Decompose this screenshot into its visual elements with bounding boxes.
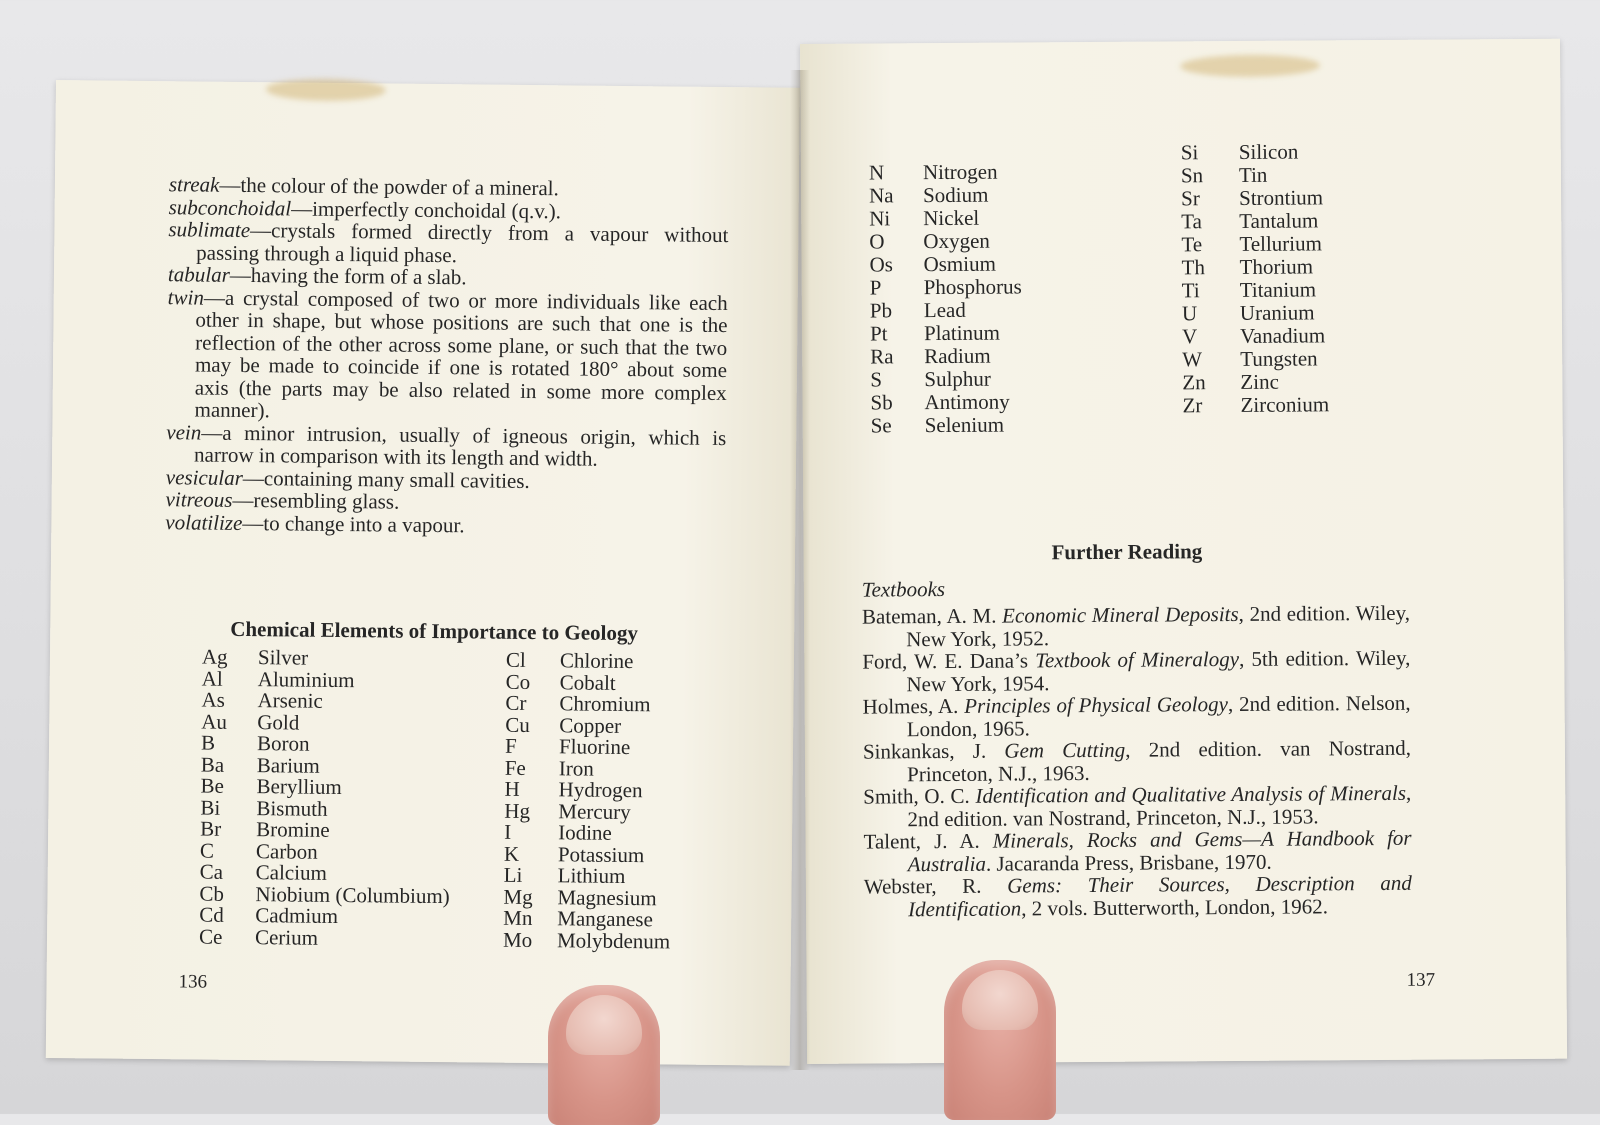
element-symbol: Sn [1180, 163, 1204, 188]
element-name: Aluminium [257, 666, 355, 692]
element-symbol: Os [869, 252, 893, 277]
element-symbol: Co [505, 669, 531, 694]
element-row [1181, 163, 1328, 187]
element-name: Chlorine [559, 648, 634, 674]
element-symbol: Br [200, 816, 222, 841]
element-symbol: Cu [505, 712, 530, 737]
glossary-term: sublimate [168, 217, 251, 243]
element-row [1181, 209, 1328, 233]
element-symbol: Ti [1181, 278, 1200, 303]
element-symbol: H [504, 776, 520, 801]
element-row [1182, 278, 1329, 302]
element-row [1181, 140, 1328, 164]
reference-title: Gem Cutting [1004, 737, 1126, 763]
element-symbol: Ni [869, 206, 891, 231]
element-name: Radium [924, 343, 991, 369]
reference-entry [863, 827, 1411, 876]
element-row [503, 929, 670, 952]
element-symbol: O [869, 229, 885, 254]
reference-title: Gems: Their Sources, Description and Identification [907, 870, 1412, 921]
reference-title: Textbook of Mineralogy [1035, 646, 1240, 673]
element-symbol: S [870, 367, 883, 392]
glossary-entry [166, 421, 726, 472]
element-symbol: U [1181, 301, 1198, 326]
element-symbol: Au [201, 709, 228, 734]
element-symbol: Ag [201, 644, 228, 669]
thumbnail-nail [566, 995, 642, 1055]
reference-text: Smith, O. C. [863, 783, 976, 809]
glossary-term: vein [166, 419, 202, 445]
element-name: Potassium [557, 841, 645, 867]
elements-column-4 [1181, 140, 1330, 417]
element-symbol: Sr [1181, 186, 1200, 211]
element-row [1181, 255, 1328, 279]
element-row [201, 711, 451, 735]
element-name: Selenium [924, 412, 1005, 438]
glossary-term: twin [167, 284, 205, 310]
reference-title: Economic Mineral Deposits [1002, 601, 1239, 628]
element-name: Boron [256, 731, 310, 756]
element-name: Antimony [924, 389, 1010, 415]
element-symbol: B [200, 730, 216, 755]
element-name: Barium [256, 752, 320, 778]
element-row [202, 668, 452, 692]
element-symbol: Ca [199, 859, 224, 884]
element-symbol: N [868, 160, 885, 185]
element-symbol: Mo [502, 927, 533, 952]
page-number-left: 136 [178, 971, 208, 993]
element-name: Cobalt [559, 669, 616, 695]
element-symbol: Pt [869, 321, 888, 346]
element-symbol: Mn [503, 905, 533, 931]
reference-text: , 5th edition. Wiley, New York, 1954. [906, 645, 1411, 696]
reference-title: Minerals, Rocks and Gems—A Handbook for Australia [907, 825, 1412, 876]
element-name: Iron [558, 755, 594, 781]
book-gutter [790, 70, 810, 1070]
reference-text: Ford, W. E. Dana’s [862, 648, 1036, 674]
reference-title: Identification and Qualitative Analysis of Minerals [975, 780, 1407, 808]
element-symbol: Cd [199, 902, 224, 927]
glossary-entry [168, 218, 728, 269]
left-page [46, 80, 800, 1066]
right-thumb [944, 960, 1056, 1120]
element-row [1182, 393, 1329, 417]
element-name: Nitrogen [922, 159, 998, 185]
element-name: Gold [257, 709, 300, 735]
element-row [504, 733, 672, 760]
element-name: Magnesium [557, 884, 657, 910]
element-symbol: I [504, 819, 512, 844]
element-symbol: K [503, 841, 520, 866]
element-symbol: Ce [198, 924, 223, 949]
element-row [1181, 186, 1328, 210]
element-name: Sulphur [924, 366, 991, 392]
element-row [505, 690, 672, 717]
element-row [200, 730, 451, 757]
element-symbol: Zr [1182, 393, 1203, 418]
glossary-definition: —resembling glass. [232, 487, 400, 514]
element-row [870, 275, 1022, 299]
element-name: Tantalum [1239, 208, 1319, 233]
element-row [199, 926, 449, 950]
element-symbol: V [1181, 324, 1198, 349]
element-name: Nickel [923, 205, 980, 231]
textbooks-label: Textbooks [861, 577, 946, 602]
reference-text: , 2nd edition. van Nostrand, Princeton, N.J., 1963. [907, 735, 1412, 786]
element-symbol: P [869, 275, 882, 300]
element-symbol: Al [201, 666, 223, 691]
element-name: Titanium [1239, 277, 1317, 302]
element-name: Hydrogen [558, 777, 643, 803]
element-name: Sodium [922, 182, 989, 208]
element-name: Chromium [559, 691, 651, 717]
glossary-definition: —crystals formed directly from a vapour without passing through a liquid phase. [196, 218, 729, 267]
element-name: Bromine [256, 817, 330, 842]
element-name: Carbon [255, 838, 318, 864]
element-symbol: Th [1181, 255, 1205, 280]
reference-text: Sinkankas, J. [862, 738, 1005, 764]
elements-title: Chemical Elements of Importance to Geology [230, 616, 639, 646]
element-name: Molybdenum [556, 927, 671, 953]
reference-entry [863, 692, 1411, 741]
reference-text: . Jacaranda Press, Brisbane, 1970. [985, 849, 1272, 876]
element-row [870, 390, 1022, 414]
element-row [869, 206, 1021, 230]
element-symbol: Ra [870, 344, 894, 369]
element-row [870, 298, 1022, 322]
element-symbol: Ta [1181, 209, 1203, 234]
element-name: Mercury [558, 798, 631, 824]
element-symbol: Na [868, 183, 894, 208]
element-symbol: Pb [869, 298, 893, 323]
element-row [871, 413, 1023, 437]
glossary-entry [165, 511, 725, 539]
element-name: Arsenic [257, 688, 323, 713]
element-row [869, 183, 1021, 207]
glossary-term: volatilize [165, 509, 243, 535]
thumbnail-nail [962, 970, 1038, 1030]
element-name: Uranium [1239, 300, 1315, 325]
element-row [200, 816, 450, 843]
reference-text: Webster, R. [863, 873, 1008, 899]
element-name: Niobium (Columbium) [255, 881, 450, 908]
element-row [1182, 324, 1329, 348]
glossary-term: vesicular [165, 464, 243, 490]
element-symbol: Zn [1182, 370, 1206, 395]
right-page [800, 39, 1567, 1064]
element-row [1182, 370, 1329, 394]
element-row [870, 367, 1022, 391]
element-symbol: C [199, 838, 215, 863]
element-symbol: Si [1180, 140, 1199, 165]
element-row [869, 160, 1021, 184]
element-symbol: As [201, 687, 225, 712]
reference-text: , 2nd edition. Nelson, London, 1965. [906, 690, 1411, 741]
glossary-entry [166, 286, 727, 427]
paper-stain [266, 78, 386, 101]
glossary-definition: —a crystal composed of two or more individuals like each other in shape, but whose positions are such that one is the reflection of the other across some plane, or such that the two may be made to coincide if one is rotated 180° about some axis (the parts may be also related in some more complex manner). [194, 285, 728, 423]
element-symbol: Cr [505, 690, 527, 715]
element-row [504, 819, 671, 845]
reference-entry [863, 737, 1411, 786]
reference-list [862, 602, 1412, 921]
element-name: Tin [1238, 162, 1268, 187]
element-name: Fluorine [558, 734, 631, 760]
element-name: Oxygen [923, 228, 990, 254]
reference-entry [862, 602, 1410, 651]
element-row [1181, 232, 1328, 256]
element-symbol: Se [870, 413, 892, 438]
glossary-term: subconchoidal [168, 194, 292, 220]
element-name: Phosphorus [923, 274, 1022, 300]
reference-text: , 2 vols. Butterworth, London, 1962. [1021, 893, 1329, 920]
element-name: Manganese [557, 906, 654, 932]
element-symbol: Li [503, 862, 523, 887]
reference-text: Bateman, A. M. [861, 603, 1003, 629]
element-name: Vanadium [1239, 323, 1326, 348]
reference-text: , 2nd edition. Wiley, New York, 1952. [906, 600, 1411, 651]
element-name: Silver [257, 645, 309, 670]
reference-text: Talent, J. A. [863, 828, 993, 854]
element-name: Zinc [1240, 369, 1279, 394]
glossary-definition: —containing many small cavities. [242, 465, 530, 493]
element-symbol: Hg [504, 798, 531, 823]
element-name: Silicon [1238, 139, 1299, 164]
left-thumb [548, 985, 660, 1125]
reference-entry [863, 782, 1411, 831]
element-symbol: Bi [200, 795, 221, 820]
element-name: Tellurium [1239, 231, 1323, 256]
element-name: Bismuth [256, 795, 328, 821]
element-symbol: F [504, 733, 517, 758]
element-symbol: Fe [504, 755, 526, 780]
further-reading-title: Further Reading [1051, 539, 1203, 565]
page-number-right: 137 [1406, 969, 1436, 991]
element-row [1182, 301, 1329, 325]
element-symbol: Sb [870, 390, 893, 415]
reference-entry [864, 872, 1412, 921]
reference-title: Principles of Physical Geology [964, 692, 1228, 718]
element-name: Osmium [923, 251, 996, 277]
element-row [869, 252, 1021, 276]
element-name: Copper [559, 712, 622, 738]
reference-text: Holmes, A. [862, 693, 965, 719]
paper-stain [1180, 54, 1320, 77]
element-name: Calcium [255, 860, 327, 885]
element-row [201, 687, 451, 714]
element-name: Lead [923, 297, 966, 323]
element-name: Cerium [254, 924, 319, 950]
element-symbol: Te [1181, 232, 1203, 257]
element-row [870, 344, 1022, 368]
element-name: Platinum [923, 320, 1000, 346]
element-name: Tungsten [1240, 346, 1318, 371]
element-row [505, 647, 673, 674]
element-name: Thorium [1239, 254, 1314, 279]
elements-column-2 [502, 647, 673, 953]
element-name: Cadmium [255, 903, 339, 928]
element-name: Zirconium [1240, 392, 1330, 417]
glossary-term: streak [168, 172, 220, 197]
element-symbol: Cb [199, 881, 225, 906]
element-row [870, 321, 1022, 345]
glossary-term: vitreous [165, 487, 233, 512]
element-symbol: Ba [200, 752, 225, 777]
elements-column-3 [869, 160, 1023, 437]
element-name: Beryllium [256, 774, 342, 800]
element-symbol: W [1182, 347, 1203, 372]
reference-text: , 2nd edition. van Nostrand, Princeton, N.J., 1953. [907, 780, 1412, 831]
element-symbol: Be [200, 773, 225, 798]
element-symbol: Cl [505, 647, 526, 672]
element-name: Lithium [557, 863, 626, 889]
element-name: Iodine [558, 820, 612, 845]
glossary-term: tabular [167, 262, 230, 287]
glossary-definition: —imperfectly conchoidal (q.v.). [291, 195, 562, 223]
elements-column-1 [198, 644, 452, 951]
element-row [199, 902, 449, 929]
reference-entry [862, 647, 1410, 696]
element-name: Strontium [1239, 185, 1324, 210]
element-row [1182, 347, 1329, 371]
element-row [869, 229, 1021, 253]
element-symbol: Mg [503, 884, 533, 909]
glossary-definition: —the colour of the powder of a mineral. [219, 172, 559, 201]
glossary-definition: —having the form of a slab. [229, 262, 467, 290]
glossary-definition: —to change into a vapour. [242, 510, 465, 537]
glossary-list [165, 173, 729, 539]
glossary-definition: —a minor intrusion, usually of igneous origin, which is narrow in comparison with its length and width. [193, 420, 727, 471]
